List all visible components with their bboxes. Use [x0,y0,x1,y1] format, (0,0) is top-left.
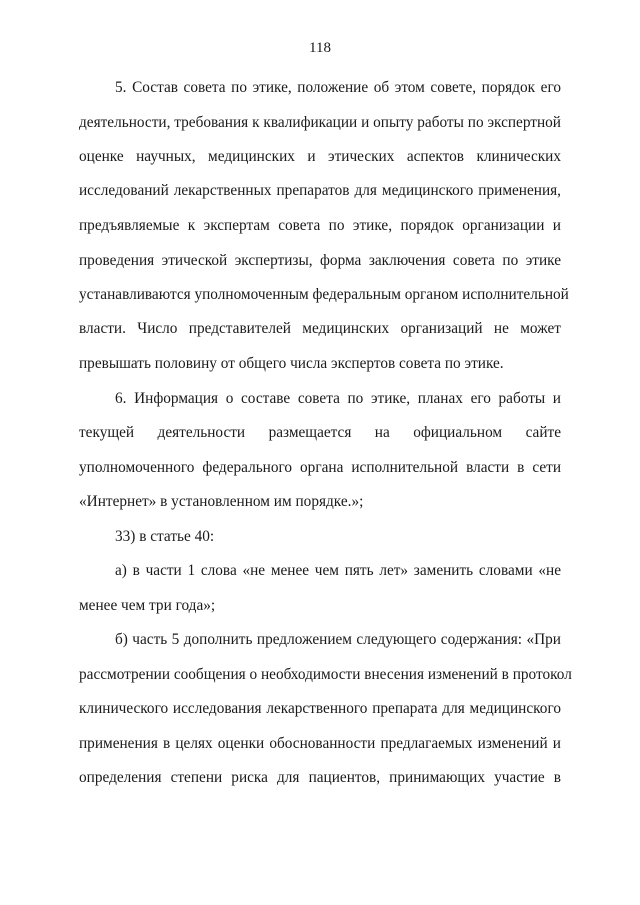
text-line: оценке научных, медицинских и этических аспектов клинических [79,148,561,165]
page-number: 118 [309,40,331,56]
text-line: определения степени риска для пациентов, принимающих участие в [79,769,561,786]
text-line: исследований лекарственных препаратов для медицинского применения, [79,182,561,199]
text-line: а) в части 1 слова «не менее чем пять лет» заменить словами «не [115,562,561,579]
text-line: клинического исследования лекарственного препарата для медицинского [79,700,561,717]
text-line: превышать половину от общего числа экспертов совета по этике. [79,355,504,372]
text-line: власти. Число представителей медицинских организаций не может [79,320,561,337]
text-line: деятельности, требования к квалификации и опыту работы по экспертной [79,114,561,131]
text-line: «Интернет» в установленном им порядке.»; [79,493,364,510]
text-line: менее чем три года»; [79,597,216,614]
text-line: 5. Состав совета по этике, положение об этом совете, порядок его [115,79,561,96]
text-line: 33) в статье 40: [115,528,215,545]
text-line: рассмотрении сообщения о необходимости внесения изменений в протокол [79,666,572,683]
text-line: уполномоченного федерального органа исполнительной власти в сети [79,459,561,476]
text-line: проведения этической экспертизы, форма заключения совета по этике [79,252,561,269]
text-line: применения в целях оценки обоснованности предлагаемых изменений и [79,735,561,752]
text-line: б) часть 5 дополнить предложением следующего содержания: «При [115,631,561,648]
text-line: предъявляемые к экспертам совета по этике, порядок организации и [79,217,561,234]
text-line: устанавливаются уполномоченным федеральным органом исполнительной [79,286,569,303]
text-line: текущей деятельности размещается на официальном сайте [79,424,561,441]
text-line: 6. Информация о составе совета по этике, планах его работы и [115,390,561,407]
